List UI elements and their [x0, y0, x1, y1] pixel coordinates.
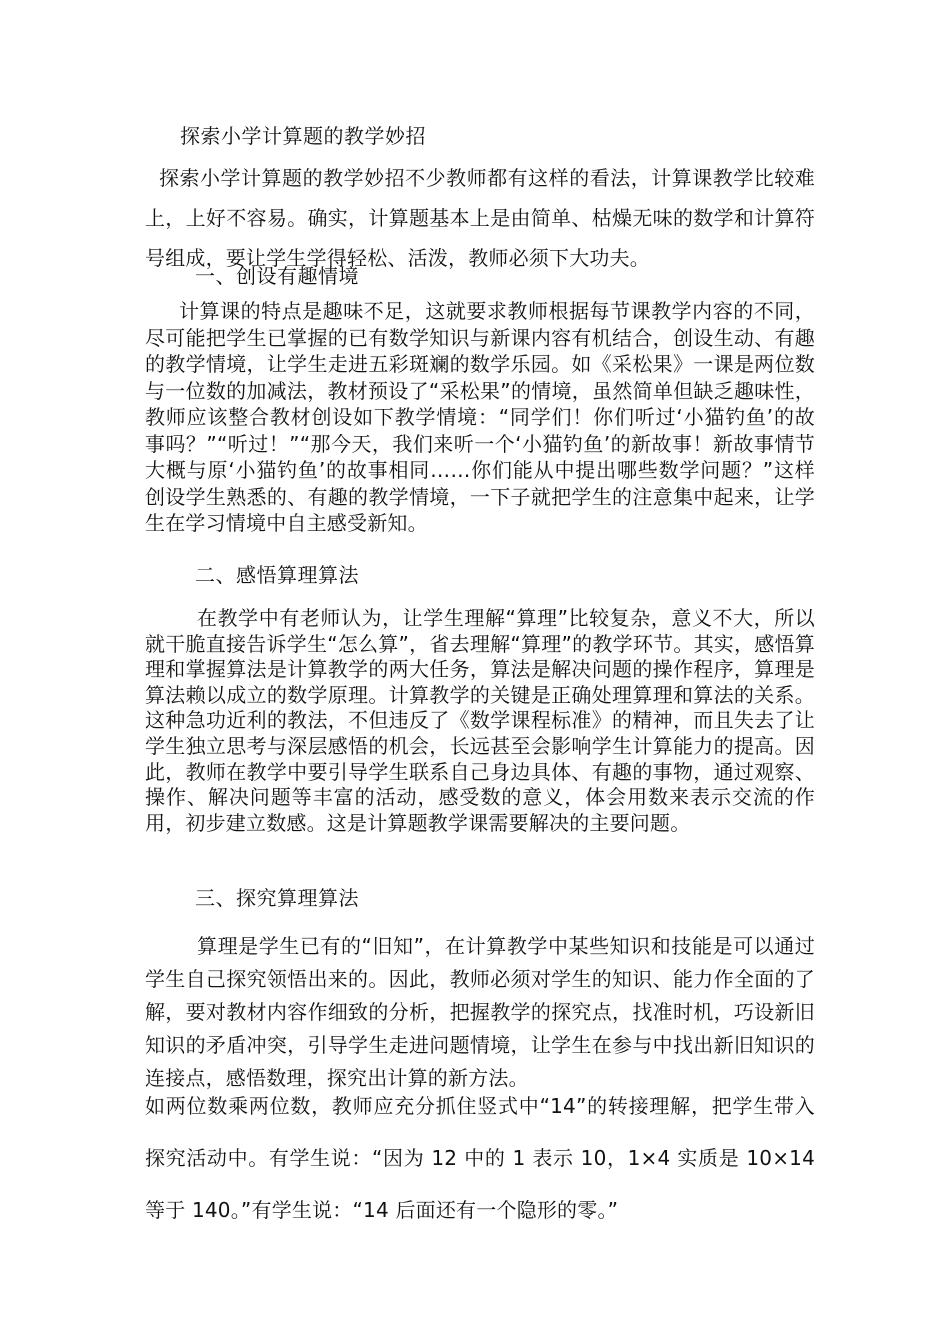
section-1-paragraph: 计算课的特点是趣味不足，这就要求教师根据每节课教学内容的不同，尽可能把学生已掌握的已有数学知识与新课内容有机结合，创设生动、有趣的教学情境，让学生走进五彩斑斓的数学乐园。如《采松果》一课是两位数与一位数的加减法，教材预设了“采松果”的情境，虽然简单但缺乏趣味性，教师应该整合教材创设如下教学情境：“同学们！你们听过‘小猫钓鱼’的故事吗？”“听过！”“那今天，我们来听一个‘小猫钓鱼’的新故事！新故事情节大概与原‘小猫钓鱼’的故事相同……你们能从中提出哪些数学问题？”这样创设学生熟悉的、有趣的教学情境，一下子就把学生的注意集中起来，让学生在学习情境中自主感受新知。 — [145, 299, 815, 535]
section-3-paragraph: 算理是学生已有的“旧知”，在计算教学中某些知识和技能是可以通过学生自己探究领悟出来的。因此，教师必须对学生的知识、能力作全面的了解，要对教材内容作细致的分析，把握教学的探究点，找准时机，巧设新旧知识的矛盾冲突，引导学生走进问题情境，让学生在参与中找出新旧知识的连接点，感悟数理，探究出计算的新方法。 — [145, 934, 815, 1090]
section-2-heading: 二、感悟算理算法 — [195, 563, 359, 587]
intro-paragraph: 探索小学计算题的教学妙招不少教师都有这样的看法，计算课教学比较难上，上好不容易。确实，计算题基本上是由简单、枯燥无味的数学和计算符号组成，要让学生学得轻松、活泼，教师必须下大功夫。 — [145, 166, 815, 270]
section-3-heading: 三、探究算理算法 — [195, 886, 359, 910]
section-1-heading: 一、创设有趣情境 — [195, 264, 359, 288]
section-2-paragraph: 在教学中有老师认为，让学生理解“算理”比较复杂，意义不大，所以就干脆直接告诉学生“怎么算”，省去理解“算理”的教学环节。其实，感悟算理和掌握算法是计算教学的两大任务，算法是解决问题的操作程序，算理是算法赖以成立的数学原理。计算教学的关键是正确处理算理和算法的关系。这种急功近利的教法，不但违反了《数学课程标准》的精神，而且失去了让学生独立思考与深层感悟的机会，长远甚至会影响学生计算能力的提高。因此，教师在教学中要引导学生联系自己身边具体、有趣的事物，通过观察、操作、解决问题等丰富的活动，感受数的意义，体会用数来表示交流的作用，初步建立数感。这是计算题教学课需要解决的主要问题。 — [145, 606, 815, 835]
document-title: 探索小学计算题的教学妙招 — [180, 124, 426, 148]
section-3-example-paragraph: 如两位数乘两位数，教师应充分抓住竖式中“14”的转接理解，把学生带入探究活动中。有学生说：“因为 12 中的 1 表示 10，1×4 实质是 10×14 等于 140。”有学生说：“14 后面还有一个隐形的零。” — [145, 1094, 815, 1222]
